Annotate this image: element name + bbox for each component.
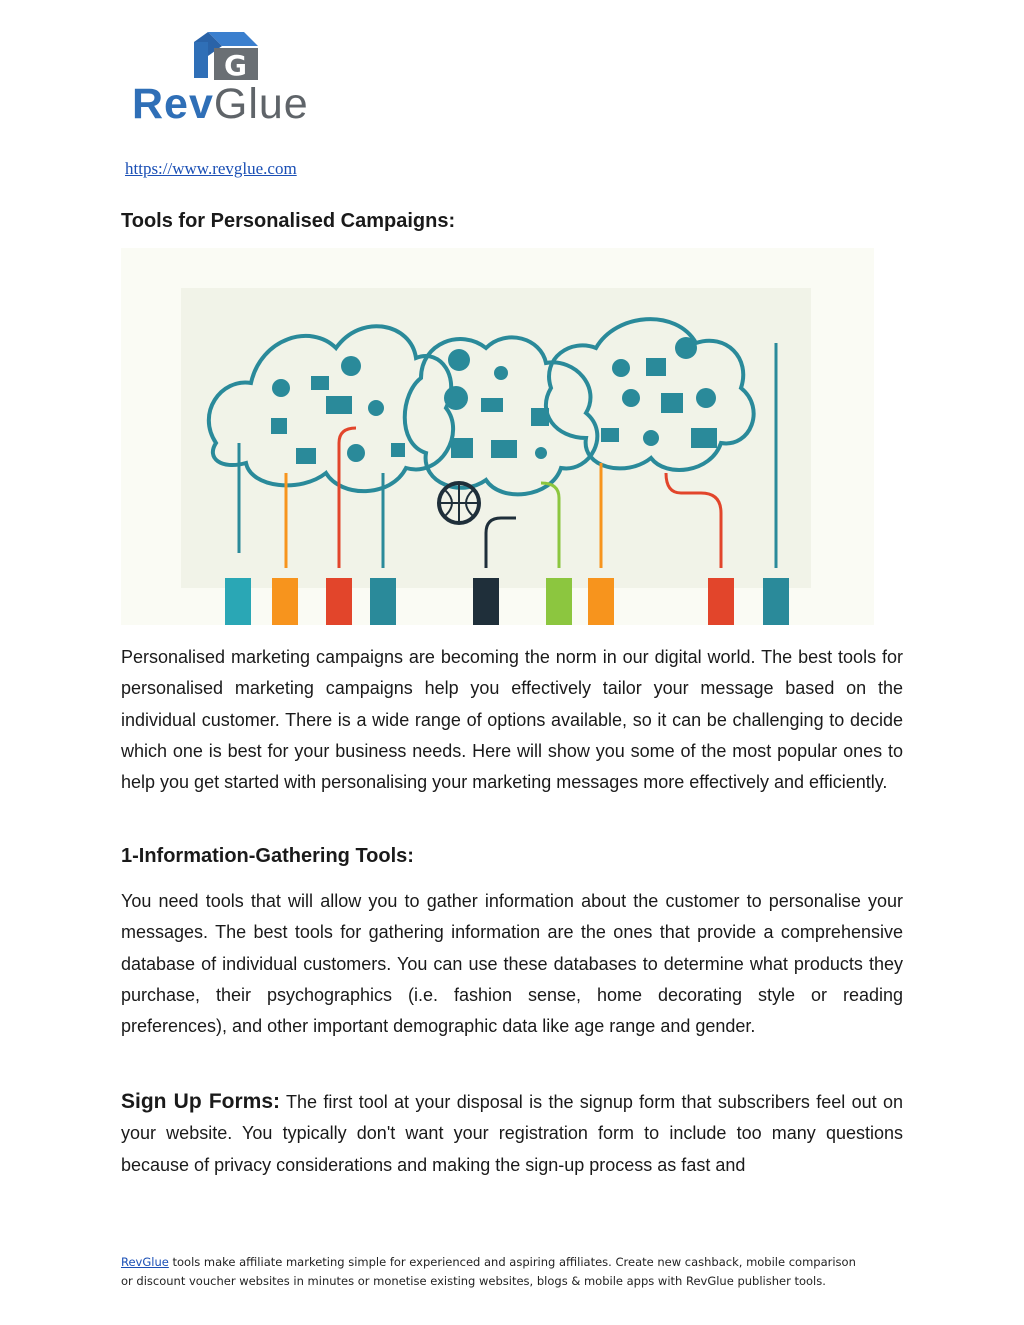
hero-image	[121, 248, 874, 625]
revglue-logo[interactable]	[132, 30, 332, 130]
signup-paragraph	[121, 1086, 903, 1181]
website-link[interactable]: https://www.revglue.com	[125, 159, 297, 178]
footer	[121, 1253, 911, 1291]
signup-heading: Sign Up Forms:	[121, 1090, 280, 1113]
section1-heading: 1-Information-Gathering Tools:	[121, 845, 414, 867]
logo-rev-text: Rev	[132, 80, 214, 128]
footer-text-2: or discount voucher websites in minutes or monetise existing websites, blogs & mobile apps with RevGlue publisher tools.	[121, 1274, 826, 1288]
cloud-network-marketing-illustration-icon	[121, 248, 874, 625]
footer-line-1	[121, 1253, 911, 1272]
svg-text:G: G	[224, 49, 247, 82]
signup-text: The first tool at your disposal is the signup form that subscribers feel out on your website. You typically don't want your registration form to include too many questions because of privacy considerations and making the sign-up process as fast and	[121, 1092, 903, 1175]
logo-glue-text: Glue	[213, 80, 309, 128]
intro-paragraph: Personalised marketing campaigns are becoming the norm in our digital world. The best tools for personalised marketing campaigns help you effectively tailor your message based on the individual customer. There is a wide range of options available, so it can be challenging to decide which one is best for your business needs. Here will show you some of the most popular ones to help you get started with personalising your marketing messages more effectively and efficiently.	[121, 647, 903, 793]
revglue-g-cube-logo-icon	[132, 30, 332, 82]
logo-wordmark	[132, 80, 309, 128]
footer-revglue-link[interactable]: RevGlue	[121, 1255, 169, 1269]
section1-paragraph: You need tools that will allow you to gather information about the customer to personalise your messages. The best tools for gathering information are the ones that provide a comprehensive database of individual customers. You can use these databases to determine what products they purchase, their psychographics (i.e. fashion sense, home decorating style or reading preferences), and other important demographic data like age range and gender.	[121, 891, 903, 1037]
footer-text-1: tools make affiliate marketing simple for experienced and aspiring affiliates. Create new cashback, mobile comparison	[168, 1255, 856, 1269]
page-title: Tools for Personalised Campaigns:	[121, 210, 456, 232]
